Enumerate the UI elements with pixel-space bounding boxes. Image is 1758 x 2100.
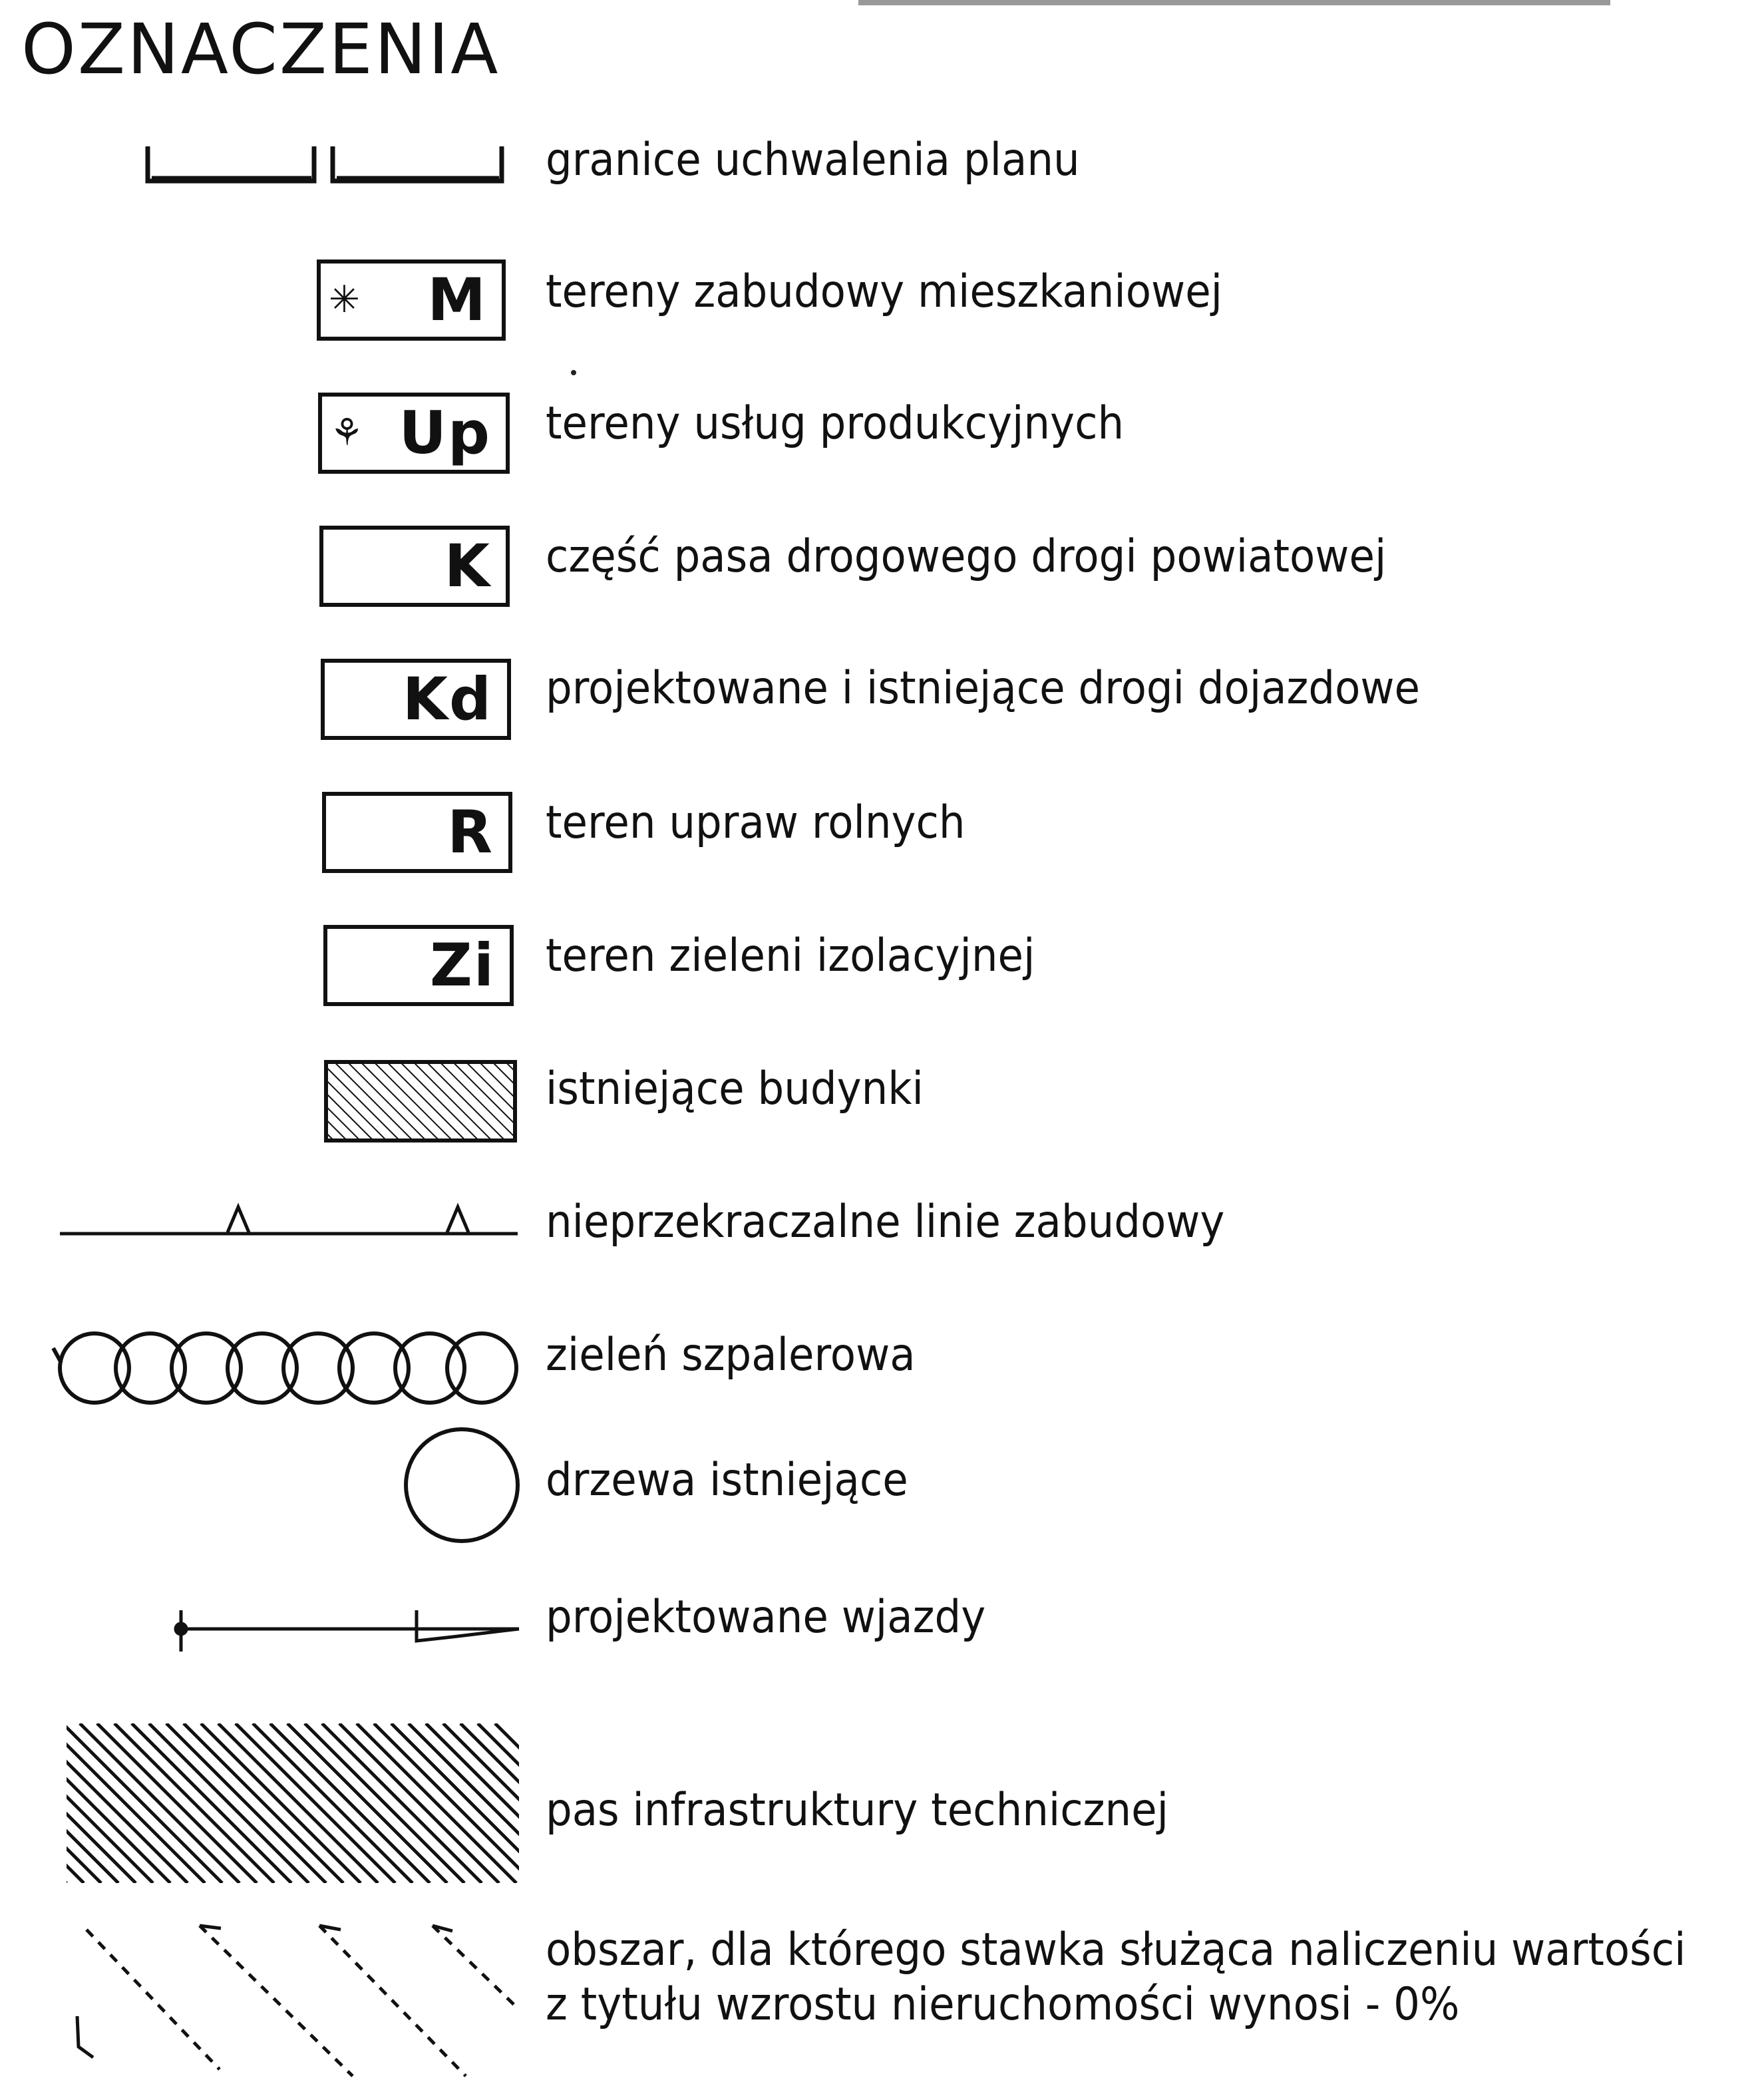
legend-item-Up — [0, 393, 1758, 479]
tree-circle-icon — [0, 1424, 532, 1550]
legend-label-line-1: obszar, dla którego stawka służąca naliczeniu wartości — [546, 1924, 1686, 1976]
hedge-circles-icon — [0, 1324, 532, 1411]
legend-item-Kd — [0, 659, 1758, 745]
legend-item-trees — [0, 1424, 1758, 1550]
legend-label: część pasa drogowego drogi powiatowej — [546, 530, 1387, 583]
dense-hatch-icon — [0, 1717, 532, 1890]
legend-label-line-2: z tytułu wzrostu nieruchomości wynosi - 0% — [546, 1978, 1460, 2031]
legend-item-M — [0, 260, 1758, 346]
legend-item-building-lines — [0, 1191, 1758, 1264]
building-line-icon — [0, 1191, 532, 1264]
legend-label: projektowane i istniejące drogi dojazdowe — [546, 662, 1421, 715]
legend-label: teren upraw rolnych — [546, 796, 966, 849]
residential-mark-icon: ✳ — [329, 278, 360, 321]
legend-item-infrastructure — [0, 1717, 1758, 1890]
code-box-icon — [318, 393, 510, 474]
legend-item-K — [0, 526, 1758, 612]
legend-label: tereny zabudowy mieszkaniowej — [546, 265, 1223, 318]
legend-item-R — [0, 792, 1758, 878]
code-box-icon — [323, 925, 514, 1006]
entry-arrow-icon — [0, 1590, 532, 1670]
legend-item-entries — [0, 1590, 1758, 1670]
code-label: R — [447, 798, 494, 866]
code-box-icon — [317, 260, 506, 341]
legend-label: istniejące budynki — [546, 1063, 924, 1115]
plan-boundary-line-icon — [0, 126, 519, 200]
code-label: Zi — [430, 931, 495, 999]
legend-item-boundary — [0, 126, 1758, 200]
legend-label: drzewa istniejące — [546, 1454, 908, 1506]
code-box-icon — [321, 659, 511, 740]
legend-item-hedge — [0, 1324, 1758, 1411]
legend-item-rate-zone — [0, 1916, 1758, 2096]
legend-label — [546, 1923, 1745, 2031]
legend-label: zieleń szpalerowa — [546, 1329, 916, 1381]
legend-label: pas infrastruktury technicznej — [546, 1784, 1169, 1837]
code-label: Up — [399, 399, 491, 467]
hatched-box-icon — [0, 1058, 532, 1144]
legend-label: tereny usług produkcyjnych — [546, 397, 1125, 450]
code-label: K — [444, 532, 491, 600]
legend-label: granice uchwalenia planu — [546, 134, 1080, 186]
legend-label: nieprzekraczalne linie zabudowy — [546, 1196, 1225, 1248]
top-edge-rule — [858, 0, 1610, 5]
legend-item-Zi — [0, 925, 1758, 1011]
code-box-icon — [319, 526, 510, 607]
legend-label: projektowane wjazdy — [546, 1591, 986, 1644]
scan-speck — [571, 370, 576, 375]
code-label: Kd — [402, 665, 492, 733]
production-mark-icon: ⚘ — [330, 411, 364, 454]
legend-title: OZNACZENIA — [21, 9, 500, 90]
dashed-hatch-icon — [0, 1916, 532, 2096]
legend-item-buildings — [0, 1058, 1758, 1144]
code-box-icon — [322, 792, 512, 873]
code-label: M — [427, 265, 487, 334]
legend-label: teren zieleni izolacyjnej — [546, 930, 1035, 982]
